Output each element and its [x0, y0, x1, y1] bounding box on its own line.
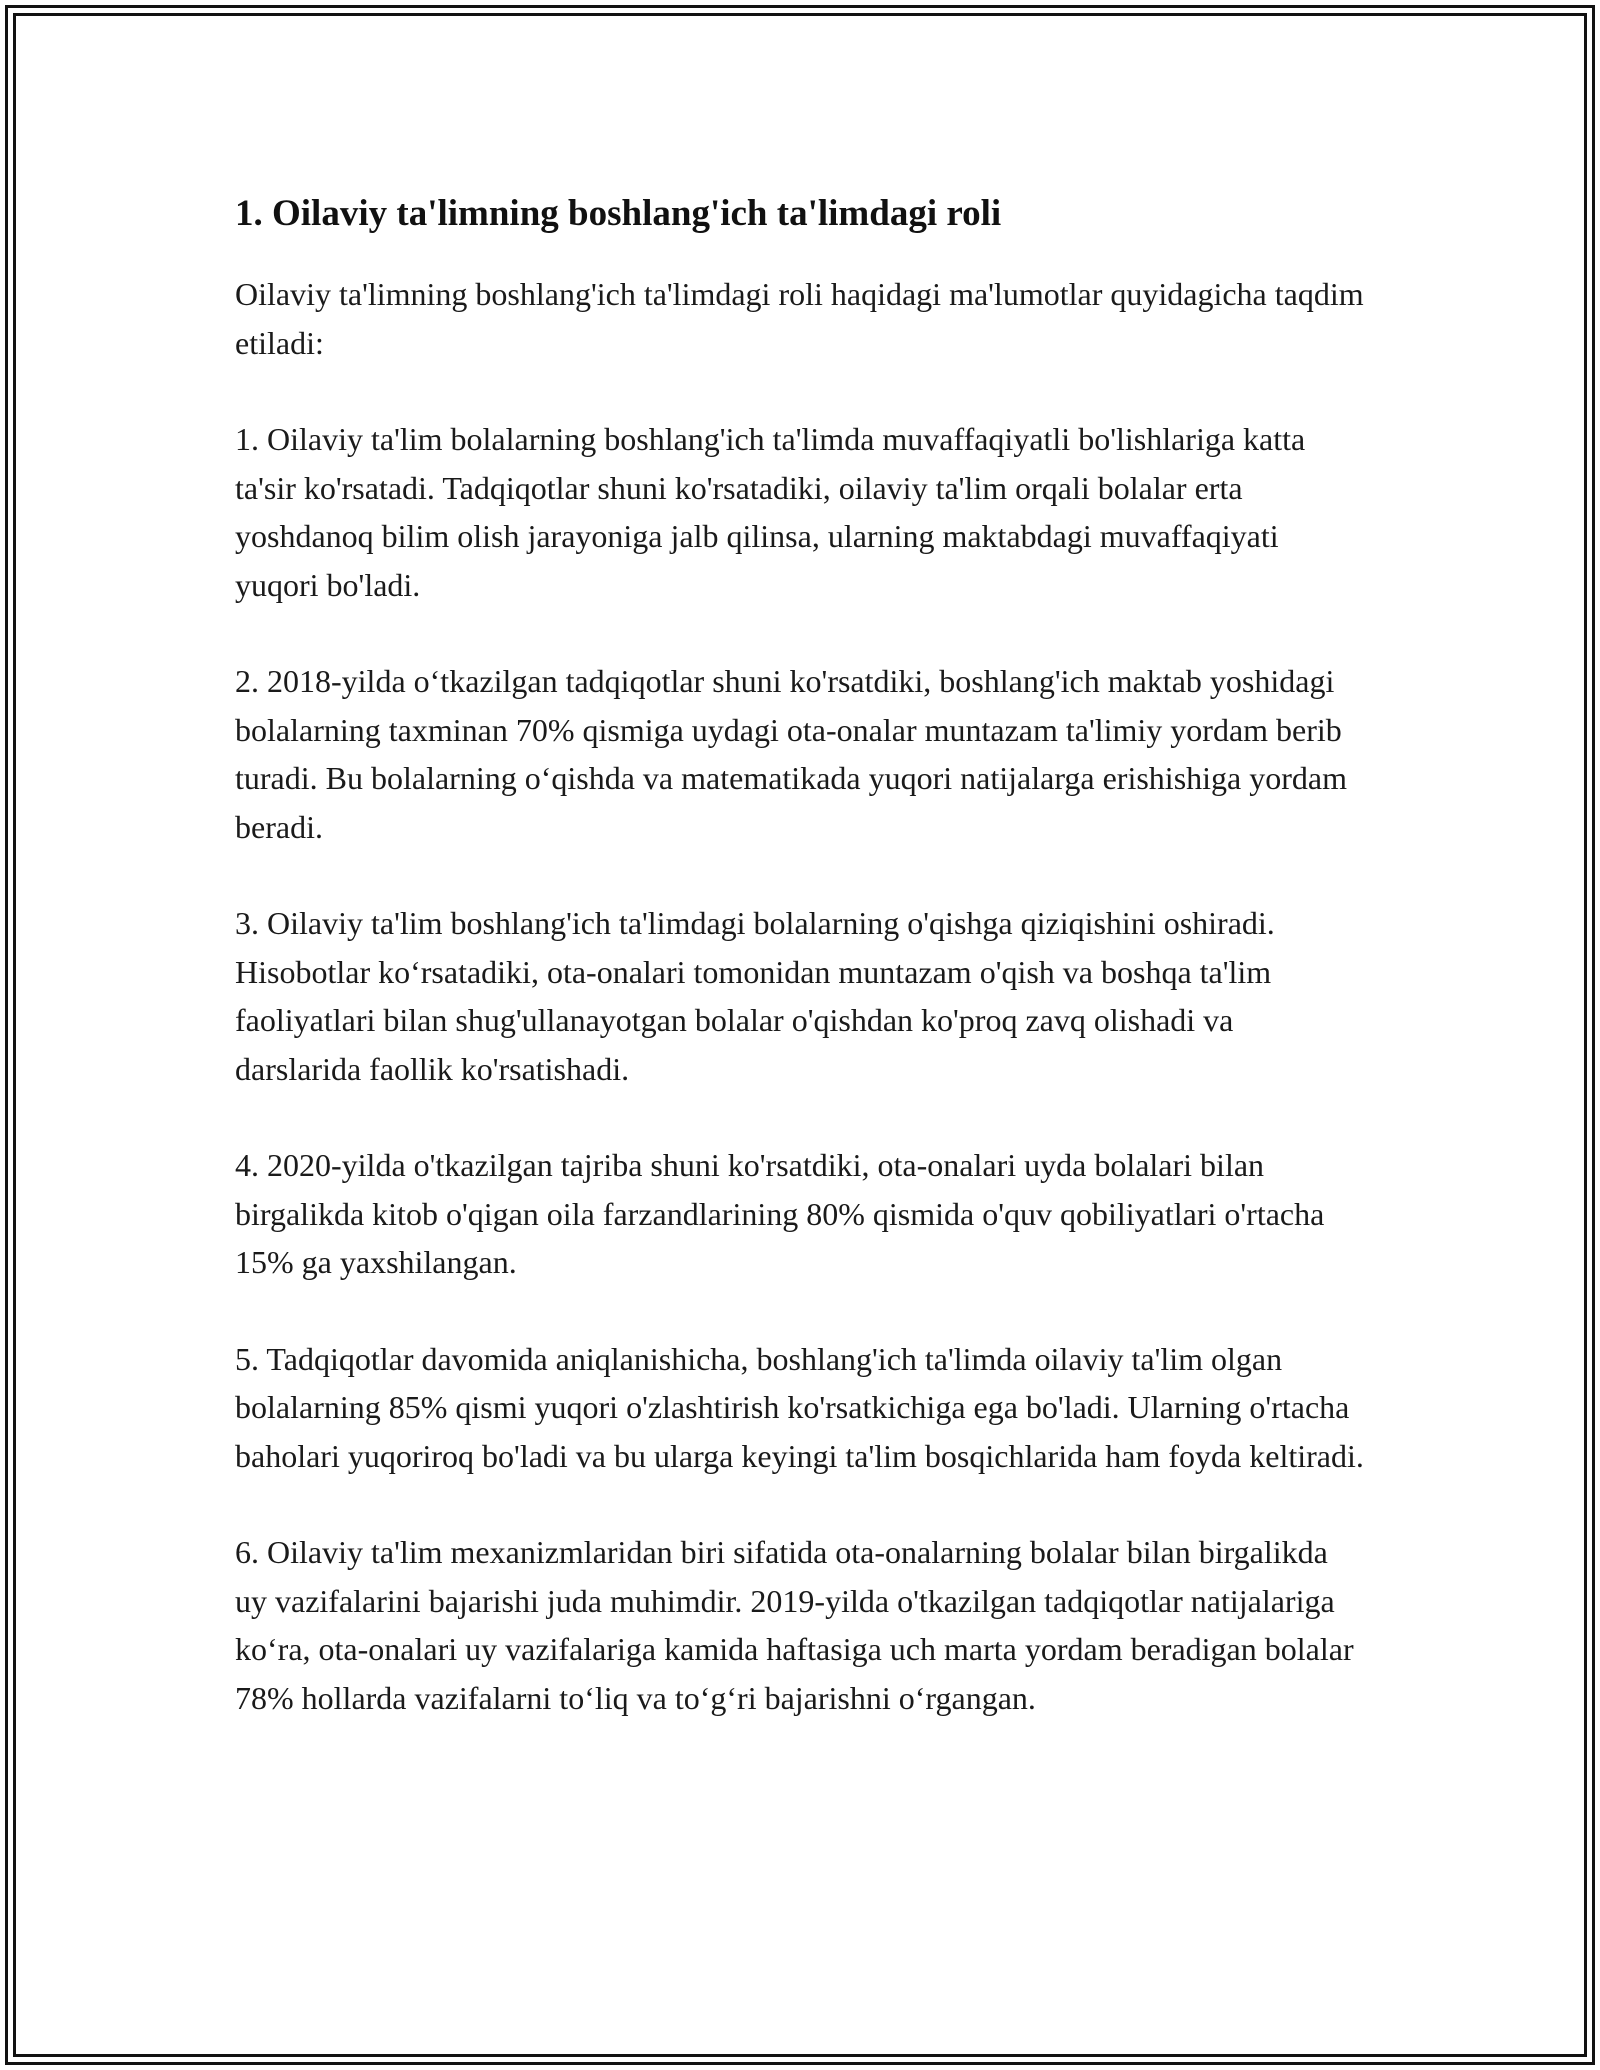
point-paragraph-5: 5. Tadqiqotlar davomida aniqlanishicha, boshlang'ich ta'limda oilaviy ta'lim olgan bolalarning 85% qismi yuqori o'zlashtirish ko'rsatkichiga ega bo'ladi. Ularning o'rtacha baholari yuqoriroq bo'ladi va bu ularga keyingi ta'lim bosqichlarida ham foyda keltiradi.: [235, 1340, 1364, 1474]
point-paragraph-3: 3. Oilaviy ta'lim boshlang'ich ta'limdagi bolalarning o'qishga qiziqishini oshiradi. Hisobotlar ko‘rsatadiki, ota-onalari tomonidan muntazam o'qish va boshqa ta'lim faoliyatlari bilan shug'ullanayotgan bolalar o'qishdan ko'proq zavq olishadi va darslarida faollik ko'rsatishadi.: [235, 905, 1275, 1087]
point-paragraph-1: 1. Oilaviy ta'lim bolalarning boshlang'ich ta'limda muvaffaqiyatli bo'lishlariga katta ta'sir ko'rsatadi. Tadqiqotlar shuni ko'rsatadiki, oilaviy ta'lim orqali bolalar erta yoshdanoq bilim olish jarayoniga jalb qilinsa, ularning maktabdagi muvaffaqiyati yuqori bo'ladi.: [235, 421, 1306, 603]
document-body: [235, 186, 1365, 1770]
point-paragraph-2: 2. 2018-yilda o‘tkazilgan tadqiqotlar shuni ko'rsatdiki, boshlang'ich maktab yoshidagi bolalarning taxminan 70% qismiga uydagi ota-onalar muntazam ta'limiy yordam berib turadi. Bu bolalarning o‘qishda va matematikada yuqori natijalarga erishishiga yordam beradi.: [235, 663, 1347, 845]
intro-paragraph: Oilaviy ta'limning boshlang'ich ta'limdagi roli haqidagi ma'lumotlar quyidagicha taqdim etiladi:: [235, 276, 1364, 361]
point-paragraph-6: 6. Oilaviy ta'lim mexanizmlaridan biri sifatida ota-onalarning bolalar bilan birgalikda uy vazifalarini bajarishi juda muhimdir. 2019-yilda o'tkazilgan tadqiqotlar natijalariga ko‘ra, ota-onalari uy vazifalariga kamida haftasiga uch marta yordam beradigan bolalar 78% hollarda vazifalarni to‘liq va to‘g‘ri bajarishni o‘rgangan.: [235, 1534, 1354, 1716]
point-paragraph-4: 4. 2020-yilda o'tkazilgan tajriba shuni ko'rsatdiki, ota-onalari uyda bolalari bilan birgalikda kitob o'qigan oila farzandlarining 80% qismida o'quv qobiliyatlari o'rtacha 15% ga yaxshilangan.: [235, 1147, 1325, 1280]
document-heading: 1. Oilaviy ta'limning boshlang'ich ta'limdagi roli: [235, 193, 1002, 234]
